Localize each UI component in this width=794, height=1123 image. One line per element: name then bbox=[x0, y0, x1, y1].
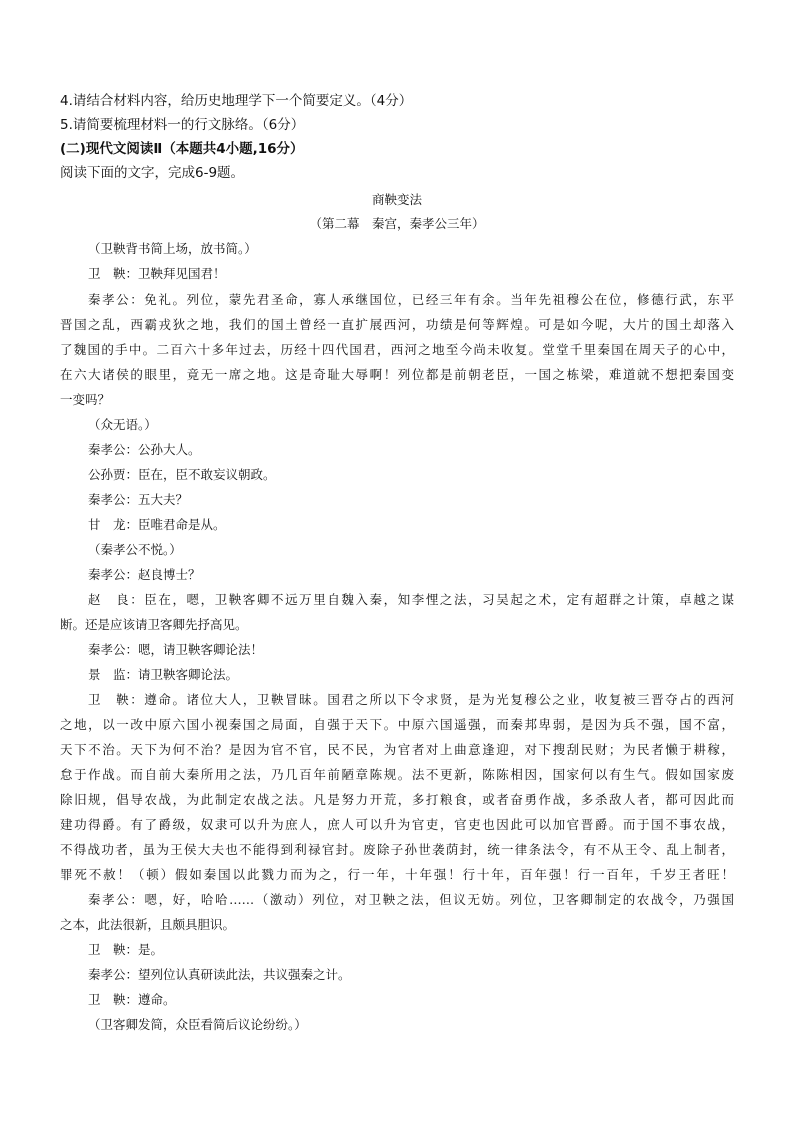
dialogue-line: 断。还是应该请卫客卿先抒高见。 bbox=[60, 617, 248, 632]
dialogue-line: 在六大诸侯的眼里，竟无一席之地。这是奇耻大辱啊！列位都是前朝老臣，一国之栋梁，难道就不想把秦国变 bbox=[60, 367, 734, 382]
dialogue-line: 秦孝公：赵良博士？ bbox=[88, 567, 201, 582]
dialogue-line: 不得战功者，虽为王侯大夫也不能得到利禄官封。废除子孙世袭荫封，统一律条法令，有不从王令、乱上制者， bbox=[60, 842, 734, 857]
question-5: 5.请简要梳理材料一的行文脉络。（6分） bbox=[60, 117, 305, 133]
stage-direction: （卫客卿发简，众臣看简后议论纷纷。） bbox=[88, 1017, 307, 1032]
dialogue-line: 赵 良：臣在，嗯，卫鞅客卿不远万里自魏入秦，知李悝之法，习吴起之术，定有超群之计策，卓越之谋 bbox=[88, 592, 734, 607]
dialogue-line: 晋国之乱，西霸戎狄之地，我们的国土曾经一直扩展西河，功绩是何等辉煌。可是如今呢，大片的国土却落入 bbox=[60, 317, 734, 332]
dialogue-line: 秦孝公：公孙大人。 bbox=[88, 442, 201, 457]
dialogue-line: 秦孝公：望列位认真研读此法，共议强秦之计。 bbox=[88, 967, 351, 982]
dialogue-line: 甘 龙：臣唯君命是从。 bbox=[88, 517, 226, 532]
dialogue-line: 建功得爵。有了爵级，奴隶可以升为庶人，庶人可以升为官吏，官吏也因此可以加官晋爵。而于国不事农战， bbox=[60, 817, 734, 832]
question-4: 4.请结合材料内容，给历史地理学下一个简要定义。（4分） bbox=[60, 93, 413, 109]
dialogue-line: 卫 鞅：遵命。诸位大人，卫鞅冒昧。国君之所以下令求贤，是为光复穆公之业，收复被三晋夺占的西河 bbox=[88, 692, 734, 707]
dialogue-line: 秦孝公：嗯，好，哈哈……（激动）列位，对卫鞅之法，但议无妨。列位，卫客卿制定的农战令，乃强国 bbox=[88, 892, 734, 907]
dialogue-line: 除旧规，倡导农战，为此制定农战之法。凡是努力开荒，多打粮食，或者奋勇作战，多杀敌人者，都可因此而 bbox=[60, 792, 734, 807]
section-heading: (二)现代文阅读Ⅱ（本题共4小题,16分） bbox=[60, 141, 304, 157]
stage-direction: （卫鞅背书简上场，放书简。） bbox=[88, 241, 257, 256]
dialogue-line: 之地，以一改中原六国小视秦国之局面，自强于天下。中原六国遥强，而秦邦卑弱，是因为兵不强，国不富， bbox=[60, 717, 734, 732]
dialogue-line: 秦孝公：五大夫？ bbox=[88, 492, 189, 507]
play-title: 商鞅变法 bbox=[371, 192, 422, 207]
dialogue-line: 之本，此法很新，且颇具胆识。 bbox=[60, 917, 236, 932]
dialogue-line: 公孙贾：臣在，臣不敢妄议朝政。 bbox=[88, 467, 276, 482]
dialogue-line: 景 监：请卫鞅客卿论法。 bbox=[88, 667, 239, 682]
dialogue-line: 秦孝公：免礼。列位，蒙先君圣命，寡人承继国位，已经三年有余。当年先祖穆公在位，修德行武，东平 bbox=[88, 292, 734, 307]
dialogue-line: 了魏国的手中。二百六十多年过去，历经十四代国君，西河之地至今尚未收复。堂堂千里秦国在周天子的心中， bbox=[60, 342, 734, 357]
dialogue-line: 卫 鞅：是。 bbox=[88, 942, 164, 957]
dialogue-line: 卫 鞅：卫鞅拜见国君！ bbox=[88, 266, 226, 281]
dialogue-line: 罪死不赦！（顿）假如秦国以此戮力而为之，行一年，十年强！行十年，百年强！行一百年，千岁王者旺！ bbox=[60, 867, 734, 882]
dialogue-line: 卫 鞅：遵命。 bbox=[88, 992, 176, 1007]
dialogue-line: 一变吗？ bbox=[60, 392, 111, 407]
dialogue-line: 怠于作战。而自前大秦所用之法，乃几百年前陋章陈规。法不更新，陈陈相因，国家何以有生气。假如国家废 bbox=[60, 767, 734, 782]
play-subtitle: （第二幕 秦宫，秦孝公三年） bbox=[309, 216, 485, 231]
dialogue-line: 秦孝公：嗯，请卫鞅客卿论法！ bbox=[88, 642, 264, 657]
stage-direction: （众无语。） bbox=[88, 417, 157, 432]
stage-direction: （秦孝公不悦。） bbox=[88, 542, 182, 557]
section-instruction: 阅读下面的文字，完成6-9题。 bbox=[60, 165, 245, 181]
dialogue-line: 天下不治。天下为何不治？是因为官不官，民不民，为官者对上曲意逢迎，对下搜刮民财；为民者懒于耕稼， bbox=[60, 742, 734, 757]
